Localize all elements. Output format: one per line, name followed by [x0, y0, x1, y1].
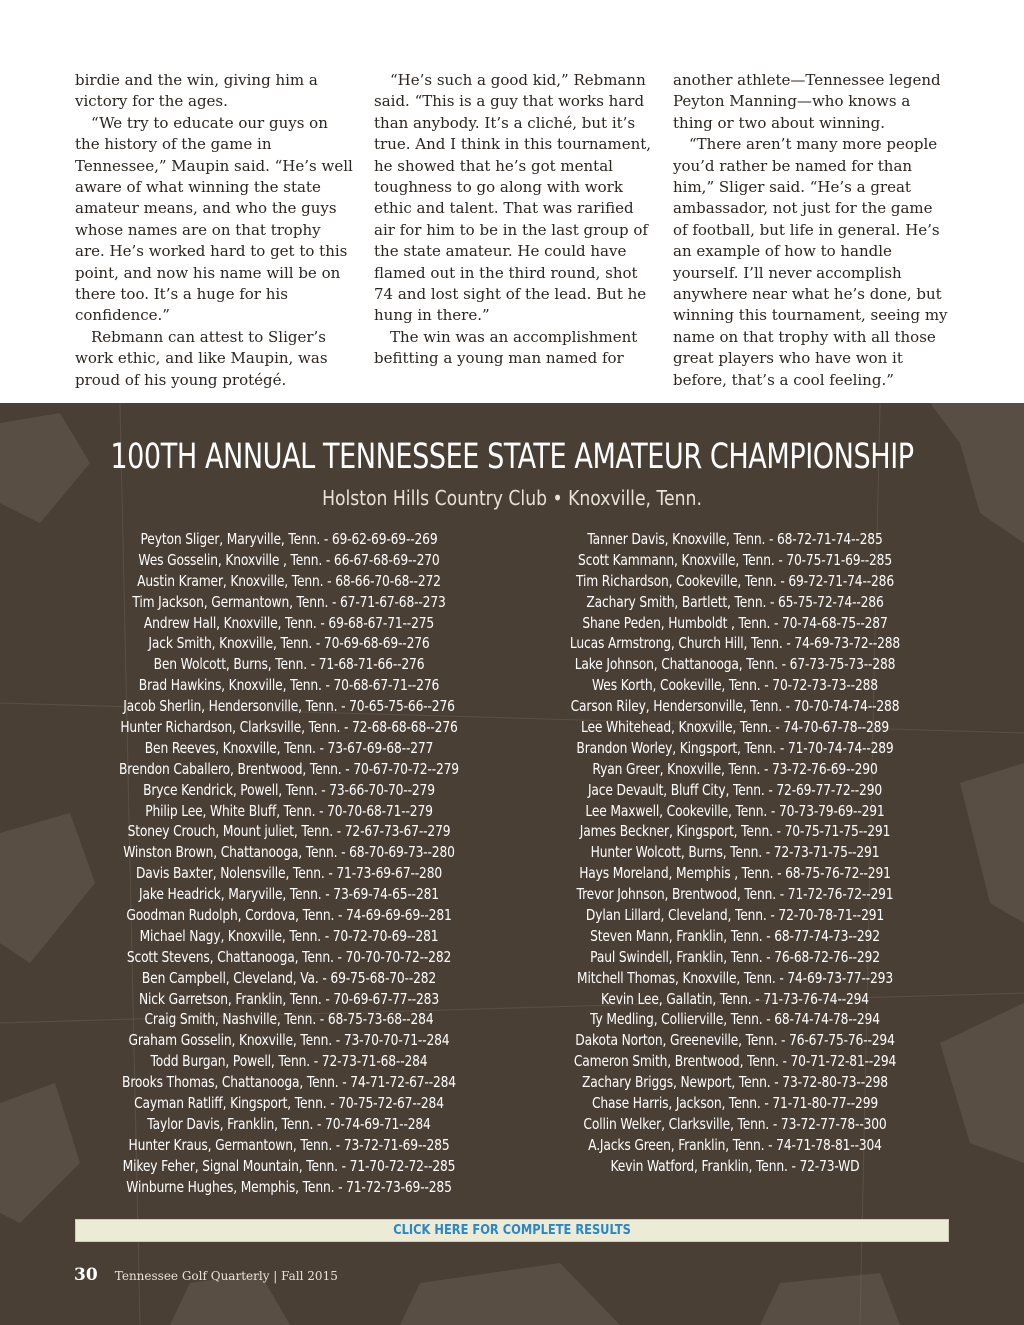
list-item: Cayman Ratliff, Kingsport, Tenn. - 70-75-72-67--284	[134, 1094, 444, 1113]
list-item: Winston Brown, Chattanooga, Tenn. - 68-70-69-73--280	[123, 843, 455, 862]
list-item: Cameron Smith, Brentwood, Tenn. - 70-71-72-81--294	[573, 1052, 897, 1071]
list-item: Steven Mann, Franklin, Tenn. - 68-77-74-73--292	[590, 926, 880, 945]
list-item: James Beckner, Kingsport, Tenn. - 70-75-71-75--291	[579, 822, 891, 841]
list-item: Ben Reeves, Knoxville, Tenn. - 73-67-69-68--277	[144, 738, 434, 757]
results-title: 100TH ANNUAL TENNESSEE STATE AMATEUR CHAMPIONSHIP	[110, 437, 914, 477]
list-item: Philip Lee, White Bluff, Tenn. - 70-70-68-71--279	[145, 801, 433, 820]
list-item: Tim Richardson, Cookeville, Tenn. - 69-72-71-74--286	[575, 571, 895, 590]
list-item: Shane Peden, Humboldt , Tenn. - 70-74-68-75--287	[582, 613, 888, 632]
list-item: Scott Kammann, Knoxville, Tenn. - 70-75-71-69--285	[578, 550, 892, 569]
list-item: Winburne Hughes, Memphis, Tenn. - 71-72-73-69--285	[126, 1177, 452, 1196]
list-item: Graham Gosselin, Knoxville, Tenn. - 73-70-70-71--284	[128, 1031, 450, 1050]
page-footer	[74, 1265, 338, 1285]
paragraph: “We try to educate our guys on the history of the game in Tennessee,” Maupin said. “He’s well aware of what winning the state amateur means, and who the guys whose names are on that trophy are. He’s worked hard to get to this point, and now his name will be on there too. It’s a huge for his confidence.”	[75, 113, 353, 325]
paragraph: The win was an accomplishment befitting a young man named for	[374, 327, 638, 368]
list-item: Mikey Feher, Signal Mountain, Tenn. - 71-70-72-72--285	[122, 1156, 456, 1175]
list-item: Kevin Lee, Gallatin, Tenn. - 71-73-76-74--294	[601, 989, 869, 1008]
publication-info: Tennessee Golf Quarterly | Fall 2015	[114, 1269, 338, 1283]
list-item: Austin Kramer, Knoxville, Tenn. - 68-66-70-68--272	[137, 571, 441, 590]
list-item: Jake Headrick, Maryville, Tenn. - 73-69-74-65--281	[139, 885, 439, 904]
article-column-2	[374, 70, 652, 400]
complete-results-link[interactable]	[75, 1219, 949, 1242]
list-item: Ben Wolcott, Burns, Tenn. - 71-68-71-66--276	[153, 655, 425, 674]
paragraph: birdie and the win, giving him a victory for the ages.	[75, 71, 318, 111]
list-item: Nick Garretson, Franklin, Tenn. - 70-69-67-77--283	[138, 989, 440, 1008]
paragraph: Rebmann can attest to Sliger’s work ethic, and like Maupin, was proud of his young protégé.	[75, 327, 328, 389]
article-column-3	[673, 70, 951, 400]
paragraph: “He’s such a good kid,” Rebmann said. “This is a guy that works hard than anybody. It’s a cliché, but it’s true. And I think in this tournament, he showed that he’s got mental toughness to go along with work ethic and talent. That was rarified air for him to be in the last group of the state amateur. He could have flamed out in the third round, shot 74 and lost sight of the lead. But he hung in there.”	[374, 71, 652, 325]
list-item: Todd Burgan, Powell, Tenn. - 72-73-71-68--284	[150, 1052, 428, 1071]
results-subtitle: Holston Hills Country Club • Knoxville, Tenn.	[322, 486, 702, 510]
list-item: Hunter Kraus, Germantown, Tenn. - 73-72-71-69--285	[128, 1135, 450, 1154]
list-item: Zachary Smith, Bartlett, Tenn. - 65-75-72-74--286	[586, 592, 884, 611]
list-item: Tanner Davis, Knoxville, Tenn. - 68-72-71-74--285	[587, 530, 883, 548]
list-item: Lee Maxwell, Cookeville, Tenn. - 70-73-79-69--291	[585, 801, 885, 820]
list-item: Ryan Greer, Knoxville, Tenn. - 73-72-76-69--290	[592, 759, 878, 778]
list-item: Jace Devault, Bluff City, Tenn. - 72-69-77-72--290	[587, 780, 883, 799]
paragraph: “There aren’t many more people you’d rather be named for than him,” Sliger said. “He’s a great ambassador, not just for the game of football, but life in general. He’s an example of how to handle yourself. I’ll never accomplish anywhere near what he’s done, but winning this tournament, seeing my name on that trophy with all those great players who have won it before, that’s a cool feeling.”	[673, 135, 948, 389]
list-item: Lee Whitehead, Knoxville, Tenn. - 74-70-67-78--289	[580, 718, 890, 737]
list-item: Jack Smith, Knoxville, Tenn. - 70-69-68-69--276	[148, 634, 430, 653]
list-item: Ty Medling, Collierville, Tenn. - 68-74-74-78--294	[590, 1010, 880, 1029]
paragraph: another athlete—Tennessee legend Peyton Manning—who knows a thing or two about winning.	[673, 71, 941, 132]
list-item: Goodman Rudolph, Cordova, Tenn. - 74-69-69-69--281	[126, 906, 452, 925]
list-item: Hunter Wolcott, Burns, Tenn. - 72-73-71-75--291	[590, 843, 880, 862]
complete-results-link-label: CLICK HERE FOR COMPLETE RESULTS	[393, 1223, 631, 1238]
list-item: Hunter Richardson, Clarksville, Tenn. - 72-68-68-68--276	[120, 718, 458, 737]
list-item: Davis Baxter, Nolensville, Tenn. - 71-73-69-67--280	[135, 864, 443, 883]
list-item: Paul Swindell, Franklin, Tenn. - 76-68-72-76--292	[590, 947, 880, 966]
list-item: Wes Gosselin, Knoxville , Tenn. - 66-67-68-69--270	[138, 550, 440, 569]
list-item: Mitchell Thomas, Knoxville, Tenn. - 74-69-73-77--293	[576, 968, 894, 987]
list-item: Dylan Lillard, Cleveland, Tenn. - 72-70-78-71--291	[585, 906, 885, 925]
list-item: Peyton Sliger, Maryville, Tenn. - 69-62-69-69--269	[140, 530, 438, 548]
list-item: Carson Riley, Hendersonville, Tenn. - 70-70-74-74--288	[570, 697, 900, 716]
list-item: Lucas Armstrong, Church Hill, Tenn. - 74-69-73-72--288	[569, 634, 901, 653]
list-item: Ben Campbell, Cleveland, Va. - 69-75-68-70--282	[141, 968, 437, 987]
list-item: Lake Johnson, Chattanooga, Tenn. - 67-73-75-73--288	[574, 655, 896, 674]
list-item: Michael Nagy, Knoxville, Tenn. - 70-72-70-69--281	[139, 926, 439, 945]
results-list-right	[500, 529, 970, 1177]
list-item: Zachary Briggs, Newport, Tenn. - 73-72-80-73--298	[582, 1073, 888, 1092]
list-item: Wes Korth, Cookeville, Tenn. - 70-72-73-73--288	[592, 676, 878, 695]
list-item: Hays Moreland, Memphis , Tenn. - 68-75-76-72--291	[579, 864, 891, 883]
list-item: Brooks Thomas, Chattanooga, Tenn. - 74-71-72-67--284	[122, 1073, 456, 1092]
page-number: 30	[74, 1265, 98, 1285]
results-list-left	[54, 529, 524, 1198]
list-item: Tim Jackson, Germantown, Tenn. - 67-71-67-68--273	[132, 592, 446, 611]
article-column-1	[75, 70, 353, 400]
list-item: A.Jacks Green, Franklin, Tenn. - 74-71-78-81--304	[588, 1135, 882, 1154]
list-item: Chase Harris, Jackson, Tenn. - 71-71-80-77--299	[591, 1094, 879, 1113]
list-item: Brandon Worley, Kingsport, Tenn. - 71-70-74-74--289	[576, 738, 894, 757]
list-item: Trevor Johnson, Brentwood, Tenn. - 71-72-76-72--291	[576, 885, 894, 904]
list-item: Andrew Hall, Knoxville, Tenn. - 69-68-67-71--275	[143, 613, 435, 632]
list-item: Craig Smith, Nashville, Tenn. - 68-75-73-68--284	[144, 1010, 434, 1029]
list-item: Brendon Caballero, Brentwood, Tenn. - 70-67-70-72--279	[119, 759, 459, 778]
article-body	[75, 70, 951, 400]
results-panel	[0, 403, 1024, 1325]
list-item: Bryce Kendrick, Powell, Tenn. - 73-66-70-70--279	[143, 780, 435, 799]
list-item: Kevin Watford, Franklin, Tenn. - 72-73-WD	[610, 1156, 860, 1175]
list-item: Stoney Crouch, Mount juliet, Tenn. - 72-67-73-67--279	[127, 822, 451, 841]
list-item: Jacob Sherlin, Hendersonville, Tenn. - 70-65-75-66--276	[123, 697, 455, 716]
list-item: Brad Hawkins, Knoxville, Tenn. - 70-68-67-71--276	[138, 676, 440, 695]
list-item: Dakota Norton, Greeneville, Tenn. - 76-67-75-76--294	[575, 1031, 895, 1050]
list-item: Collin Welker, Clarksville, Tenn. - 73-72-77-78--300	[583, 1114, 887, 1133]
list-item: Scott Stevens, Chattanooga, Tenn. - 70-70-70-72--282	[126, 947, 452, 966]
list-item: Taylor Davis, Franklin, Tenn. - 70-74-69-71--284	[147, 1114, 431, 1133]
